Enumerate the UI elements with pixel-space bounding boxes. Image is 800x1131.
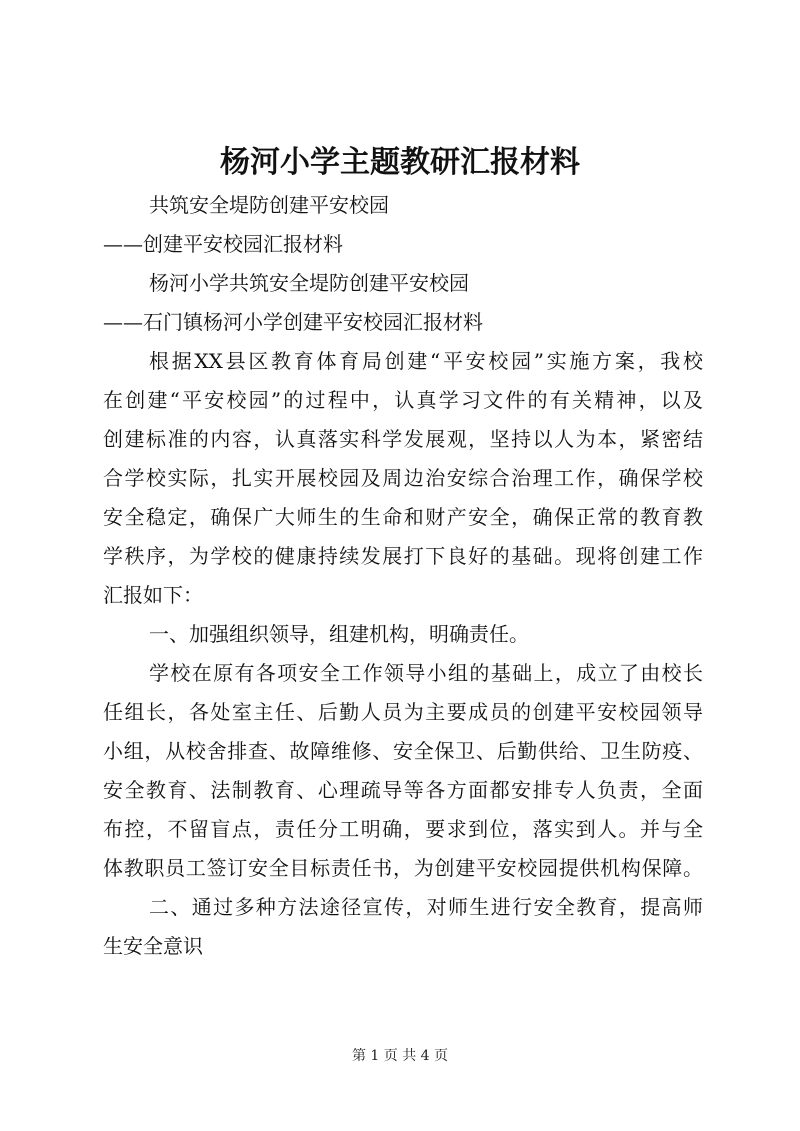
paragraph-line: 在创建“平安校园”的过程中，认真学习文件的有关精神，以及 bbox=[103, 388, 703, 412]
section-heading: 生安全意识 bbox=[103, 934, 203, 958]
paragraph-line: 布控，不留盲点，责任分工明确，要求到位，落实到人。并与全 bbox=[103, 817, 703, 841]
document-body bbox=[103, 186, 703, 966]
paragraph-line: 合学校实际，扎实开展校园及周边治安综合治理工作，确保学校 bbox=[103, 466, 703, 490]
subtitle-line: ——创建平安校园汇报材料 bbox=[103, 232, 343, 256]
subtitle-line: ——石门镇杨河小学创建平安校园汇报材料 bbox=[103, 310, 483, 334]
document-title: 杨河小学主题教研汇报材料 bbox=[220, 145, 580, 180]
subtitle-line: 杨河小学共筑安全堤防创建平安校园 bbox=[149, 271, 469, 295]
paragraph-line: 安全教育、法制教育、心理疏导等各方面都安排专人负责，全面 bbox=[103, 778, 703, 802]
page-footer: 第 1 页 共 4 页 bbox=[351, 1048, 449, 1064]
paragraph-line: 安全稳定，确保广大师生的生命和财产安全，确保正常的教育教 bbox=[103, 505, 703, 529]
paragraph-line: 任组长，各处室主任、后勤人员为主要成员的创建平安校园领导 bbox=[103, 700, 703, 724]
section-heading: 二、通过多种方法途径宣传，对师生进行安全教育，提高师 bbox=[149, 895, 703, 919]
paragraph-line: 汇报如下： bbox=[103, 583, 203, 607]
paragraph-line: 学秩序，为学校的健康持续发展打下良好的基础。现将创建工作 bbox=[103, 544, 703, 568]
paragraph-line: 小组，从校舍排查、故障维修、安全保卫、后勤供给、卫生防疫、 bbox=[103, 739, 703, 763]
paragraph-line: 体教职员工签订安全目标责任书，为创建平安校园提供机构保障。 bbox=[103, 856, 703, 880]
subtitle-line: 共筑安全堤防创建平安校园 bbox=[149, 193, 389, 217]
paragraph-line: 根据XX县区教育体育局创建“平安校园”实施方案，我校 bbox=[149, 349, 703, 373]
paragraph-line: 创建标准的内容，认真落实科学发展观，坚持以人为本，紧密结 bbox=[103, 427, 703, 451]
paragraph-line: 学校在原有各项安全工作领导小组的基础上，成立了由校长 bbox=[149, 661, 703, 685]
section-heading: 一、加强组织领导，组建机构，明确责任。 bbox=[149, 622, 529, 646]
